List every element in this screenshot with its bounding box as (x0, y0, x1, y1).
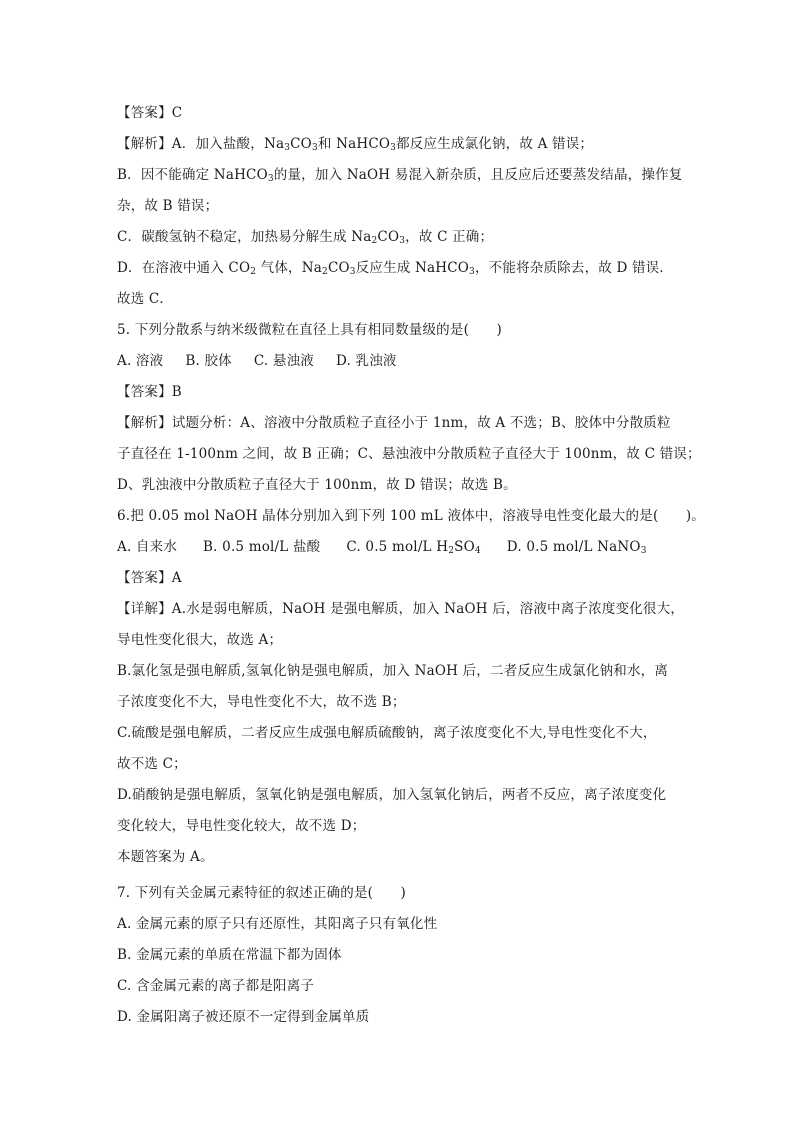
subscript: 2 (371, 236, 378, 246)
text-fragment: D、乳浊液中分散质粒子直径大于 100nm，故 D 错误；故选 B。 (117, 477, 517, 493)
question-text: 6.把 0.05 mol NaOH 晶体分别加入到下列 100 mL 液体中，溶液导电性变化最大的是( )。 (117, 508, 705, 524)
question-7-option-d (117, 1008, 687, 1026)
text-fragment: C．碳酸氢钠不稳定，加热易分解生成 Na (117, 229, 372, 245)
question-6-options (117, 538, 687, 556)
text-fragment: 子直径在 1-100nm 之间，故 B 正确；C、悬浊液中分散质粒子直径大于 100nm，故 C 错误； (117, 446, 701, 462)
subscript: 2 (250, 267, 257, 277)
text-fragment: D.硝酸钠是强电解质，氢氧化钠是强电解质，加入氢氧化钠后，两者不反应，离子浓度变化 (117, 787, 667, 803)
text-fragment: 故不选 C； (117, 756, 187, 772)
answer-line-4 (117, 104, 687, 122)
analysis-line-c (117, 228, 687, 246)
text-fragment: 故选 C． (117, 291, 174, 307)
text-fragment: CO (327, 260, 350, 276)
option-d: D. 金属阳离子被还原不一定得到金属单质 (117, 1009, 370, 1025)
subscript: 3 (469, 267, 475, 277)
text-fragment: 的量，加入 NaOH 易混入新杂质，且反应后还要蒸发结晶，操作复 (273, 167, 683, 183)
question-7-option-a (117, 915, 687, 933)
text-fragment: B.氯化氢是强电解质,氢氧化钠是强电解质，加入 NaOH 后，二者反应生成氯化钠和水，离 (117, 663, 669, 679)
subscript: 3 (311, 143, 318, 153)
answer-text: 【答案】C (117, 105, 183, 121)
analysis-5-line-2 (117, 445, 701, 463)
question-5-stem (117, 321, 687, 339)
detail-6-line-9 (117, 848, 687, 866)
answer-text: 【答案】A (117, 570, 182, 586)
subscript: 3 (284, 143, 291, 153)
question-5-options (117, 352, 687, 370)
analysis-line-d (117, 259, 687, 277)
detail-6-line-8 (117, 817, 687, 835)
option-a: A. 溶液 (117, 353, 164, 369)
text-fragment: B．因不能确定 NaHCO (117, 167, 268, 183)
detail-6-line-4 (117, 693, 687, 711)
detail-6-line-2 (117, 631, 687, 649)
analysis-5-line-3 (117, 476, 687, 494)
subscript: 3 (390, 143, 397, 153)
subscript: 3 (267, 174, 274, 184)
text-fragment: 【解析】试题分析：A、溶液中分散质粒子直径小于 1nm，故 A 不选；B、胶体中分散质粒 (117, 415, 671, 431)
text-fragment: C.硫酸是强电解质，二者反应生成强电解质硫酸钠，离子浓度变化不大,导电性变化不大， (117, 725, 657, 741)
text-fragment: ，不能将杂质除去，故 D 错误． (474, 260, 674, 276)
text-fragment: 子浓度变化不大，导电性变化不大，故不选 B； (117, 694, 406, 710)
analysis-line-a (117, 135, 687, 153)
detail-6-line-3 (117, 662, 687, 680)
subscript: 3 (349, 267, 356, 277)
text-fragment: 导电性变化很大，故选 A； (117, 632, 283, 648)
text-fragment: CO (290, 136, 312, 152)
subscript: 3 (640, 546, 647, 556)
subscript: 2 (448, 546, 455, 556)
analysis-5-line-1 (117, 414, 687, 432)
subscript: 4 (474, 546, 481, 556)
text-fragment: 变化较大，导电性变化较大，故不选 D； (117, 818, 366, 834)
text-fragment: 和 NaHCO (317, 136, 391, 152)
text-fragment: 都反应生成氯化钠，故 A 错误； (396, 136, 594, 152)
text-fragment: SO (454, 539, 475, 555)
question-7-stem (117, 884, 687, 902)
text-fragment: C. 0.5 mol/L H (346, 539, 449, 555)
question-7-option-b (117, 946, 687, 964)
detail-6-line-6 (117, 755, 687, 773)
text-fragment: D. 0.5 mol/L NaNO (506, 539, 641, 555)
text-fragment: ，故 C 正确； (405, 229, 494, 245)
analysis-line-b (117, 166, 687, 184)
question-6-stem (117, 507, 705, 525)
detail-6-line-1 (117, 600, 687, 618)
subscript: 2 (322, 267, 328, 277)
text-fragment: 本题答案为 A。 (117, 849, 214, 865)
conclusion-line (117, 290, 687, 308)
option-a: A. 金属元素的原子只有还原性，其阳离子只有氧化性 (117, 916, 438, 932)
text-fragment: 【详解】A.水是弱电解质，NaOH 是强电解质，加入 NaOH 后，溶液中离子浓度变化很大， (117, 601, 685, 617)
question-text: 5. 下列分散系与纳米级微粒在直径上具有相同数量级的是( ) (117, 322, 502, 338)
answer-text: 【答案】B (117, 384, 182, 400)
option-c: C. 悬浊液 (253, 353, 314, 369)
option-c: C. 含金属元素的离子都是阳离子 (117, 978, 315, 994)
answer-line-6 (117, 569, 687, 587)
text-fragment: 【解析】A．加入盐酸，Na (117, 136, 285, 152)
question-7-option-c (117, 977, 687, 995)
text-fragment: 气体，Na (256, 260, 323, 276)
option-d (507, 538, 647, 556)
analysis-line-b-cont (117, 197, 687, 215)
option-b: B. 胶体 (185, 353, 232, 369)
option-c (346, 538, 480, 556)
text-fragment: CO (377, 229, 400, 245)
detail-6-line-5 (117, 724, 687, 742)
option-d: D. 乳浊液 (336, 353, 397, 369)
subscript: 3 (399, 236, 406, 246)
detail-6-line-7 (117, 786, 687, 804)
question-text: 7. 下列有关金属元素特征的叙述正确的是( ) (117, 885, 407, 901)
answer-line-5 (117, 383, 687, 401)
text-fragment: 反应生成 NaHCO (355, 260, 470, 276)
text-fragment: 杂，故 B 错误； (117, 198, 219, 214)
text-fragment: D．在溶液中通入 CO (117, 260, 251, 276)
option-a: A. 自来水 (117, 539, 178, 555)
option-b: B. 金属元素的单质在常温下都为固体 (117, 947, 342, 963)
option-b: B. 0.5 mol/L 盐酸 (203, 539, 321, 555)
